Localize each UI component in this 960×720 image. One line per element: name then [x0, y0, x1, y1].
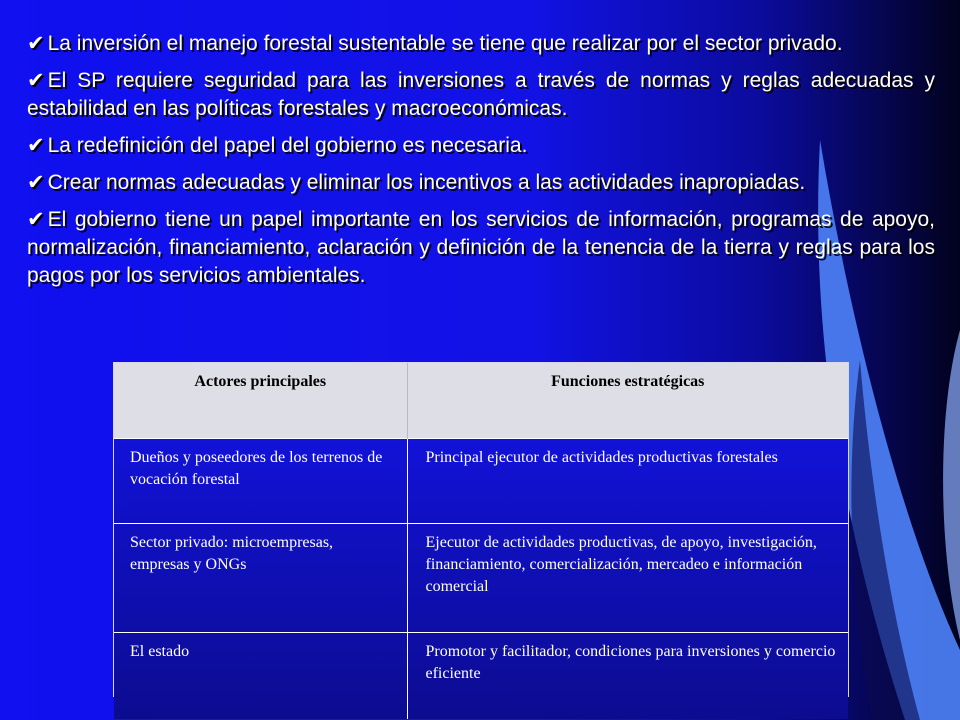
checkmark-icon: ✔ [27, 134, 45, 157]
bullet-item [27, 132, 935, 160]
bullet-item [27, 169, 935, 197]
actors-functions-table [113, 362, 849, 697]
table-row [114, 439, 848, 524]
checkmark-icon: ✔ [27, 208, 45, 231]
bullet-item [27, 67, 935, 123]
table-cell: El estado [114, 633, 407, 720]
table-cell: Dueños y poseedores de los terrenos de vocación forestal [114, 439, 407, 524]
table-cell: Principal ejecutor de actividades productivas forestales [407, 439, 848, 524]
header-actores: Actores principales [114, 363, 407, 439]
bullet-text: La redefinición del papel del gobierno es necesaria. [47, 134, 528, 157]
bullet-list [27, 30, 935, 299]
table-cell: Sector privado: microempresas, empresas y ONGs [114, 524, 407, 633]
checkmark-icon: ✔ [27, 69, 45, 92]
table-row [114, 633, 848, 720]
bullet-item [27, 206, 935, 290]
header-funciones: Funciones estratégicas [407, 363, 848, 439]
bullet-text: Crear normas adecuadas y eliminar los incentivos a las actividades inapropiadas. [47, 171, 806, 194]
table-row [114, 524, 848, 633]
bullet-item [27, 30, 935, 58]
table-cell: Ejecutor de actividades productivas, de apoyo, investigación, financiamiento, comercialización, mercadeo e información comercial [407, 524, 848, 633]
table-cell: Promotor y facilitador, condiciones para inversiones y comercio eficiente [407, 633, 848, 720]
checkmark-icon: ✔ [27, 171, 45, 194]
bullet-text: El gobierno tiene un papel importante en los servicios de información, programas de apoyo, normalización, financiamiento, aclaración y definición de la tenencia de la tierra y reglas para los pagos por los servicios ambientales. [27, 208, 935, 287]
decorative-curve-pale [943, 330, 960, 640]
bullet-text: El SP requiere seguridad para las inversiones a través de normas y reglas adecuadas y estabilidad en las políticas forestales y macroeconómicas. [27, 69, 935, 120]
bullet-text: La inversión el manejo forestal sustentable se tiene que realizar por el sector privado. [47, 32, 843, 55]
checkmark-icon: ✔ [27, 32, 45, 55]
